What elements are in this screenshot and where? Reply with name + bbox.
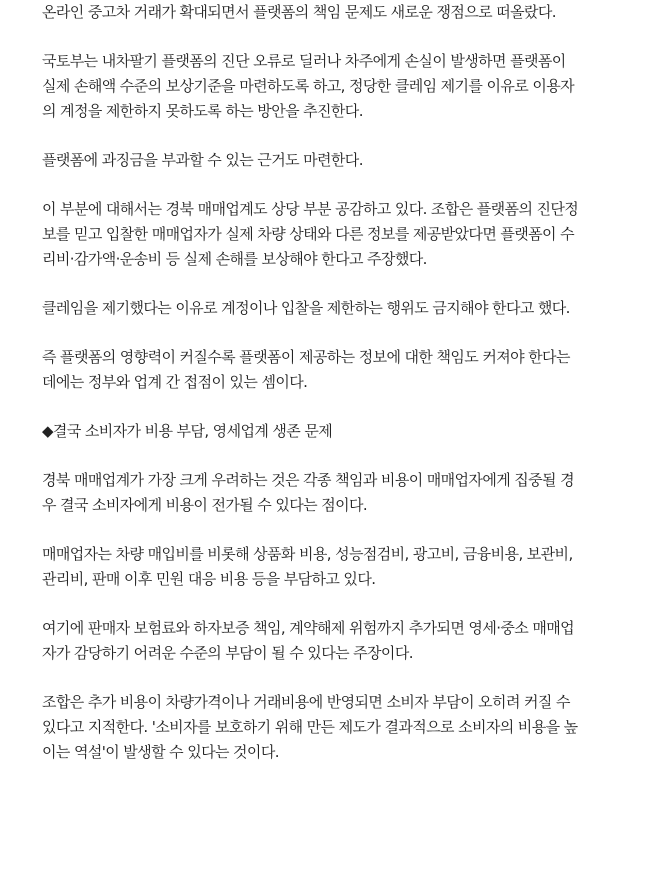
paragraph-6 bbox=[42, 345, 622, 395]
paragraph-7 bbox=[42, 468, 622, 518]
paragraph-8 bbox=[42, 542, 622, 592]
paragraph-line: 리비·감가액·운송비 등 실제 손해를 보상해야 한다고 주장했다. bbox=[42, 250, 427, 268]
paragraph-10 bbox=[42, 690, 622, 765]
subheading-text: ◆결국 소비자가 비용 부담, 영세업계 생존 문제 bbox=[42, 422, 333, 440]
paragraph-1 bbox=[42, 0, 622, 25]
paragraph-line: 매매업자는 차량 매입비를 비롯해 상품화 비용, 성능점검비, 광고비, 금융비용, 보관비, bbox=[42, 545, 573, 563]
paragraph-line: 실제 손해액 수준의 보상기준을 마련하도록 하고, 정당한 클레임 제기를 이유로 이용자 bbox=[42, 77, 575, 95]
paragraph-2 bbox=[42, 49, 622, 124]
paragraph-line: 경북 매매업계가 가장 크게 우려하는 것은 각종 책임과 비용이 매매업자에게 집중될 경 bbox=[42, 471, 575, 489]
paragraph-line: 온라인 중고차 거래가 확대되면서 플랫폼의 책임 문제도 새로운 쟁점으로 떠올랐다. bbox=[42, 3, 556, 21]
paragraph-line: 관리비, 판매 이후 민원 대응 비용 등을 부담하고 있다. bbox=[42, 570, 376, 588]
paragraph-line: 조합은 추가 비용이 차량가격이나 거래비용에 반영되면 소비자 부담이 오히려 커질 수 bbox=[42, 693, 570, 711]
paragraph-line: 의 계정을 제한하지 못하도록 하는 방안을 추진한다. bbox=[42, 102, 363, 120]
paragraph-line: 국토부는 내차팔기 플랫폼의 진단 오류로 딜러나 차주에게 손실이 발생하면 플랫폼이 bbox=[42, 52, 566, 70]
article-body bbox=[42, 0, 622, 789]
paragraph-line: 클레임을 제기했다는 이유로 계정이나 입찰을 제한하는 행위도 금지해야 한다고 했다. bbox=[42, 299, 570, 317]
paragraph-line: 데에는 정부와 업계 간 접점이 있는 셈이다. bbox=[42, 373, 308, 391]
paragraph-line: 이는 역설'이 발생할 수 있다는 것이다. bbox=[42, 743, 279, 761]
paragraph-line: 플랫폼에 과징금을 부과할 수 있는 근거도 마련한다. bbox=[42, 151, 363, 169]
paragraph-line: 여기에 판매자 보험료와 하자보증 책임, 계약해제 위험까지 추가되면 영세·중소 매매업 bbox=[42, 619, 575, 637]
paragraph-line: 우 결국 소비자에게 비용이 전가될 수 있다는 점이다. bbox=[42, 496, 368, 514]
paragraph-line: 이 부분에 대해서는 경북 매매업계도 상당 부분 공감하고 있다. 조합은 플랫폼의 진단정 bbox=[42, 200, 579, 218]
paragraph-5 bbox=[42, 296, 622, 321]
paragraph-4 bbox=[42, 197, 622, 272]
paragraph-line: 보를 믿고 입찰한 매매업자가 실제 차량 상태와 다른 정보를 제공받았다면 플랫폼이 수 bbox=[42, 225, 575, 243]
paragraph-line: 있다고 지적한다. '소비자를 보호하기 위해 만든 제도가 결과적으로 소비자의 비용을 높 bbox=[42, 718, 578, 736]
paragraph-line: 즉 플랫폼의 영향력이 커질수록 플랫폼이 제공하는 정보에 대한 책임도 커져야 한다는 bbox=[42, 348, 570, 366]
section-subheading bbox=[42, 419, 622, 444]
paragraph-3 bbox=[42, 148, 622, 173]
paragraph-9 bbox=[42, 616, 622, 666]
paragraph-line: 자가 감당하기 어려운 수준의 부담이 될 수 있다는 주장이다. bbox=[42, 644, 413, 662]
